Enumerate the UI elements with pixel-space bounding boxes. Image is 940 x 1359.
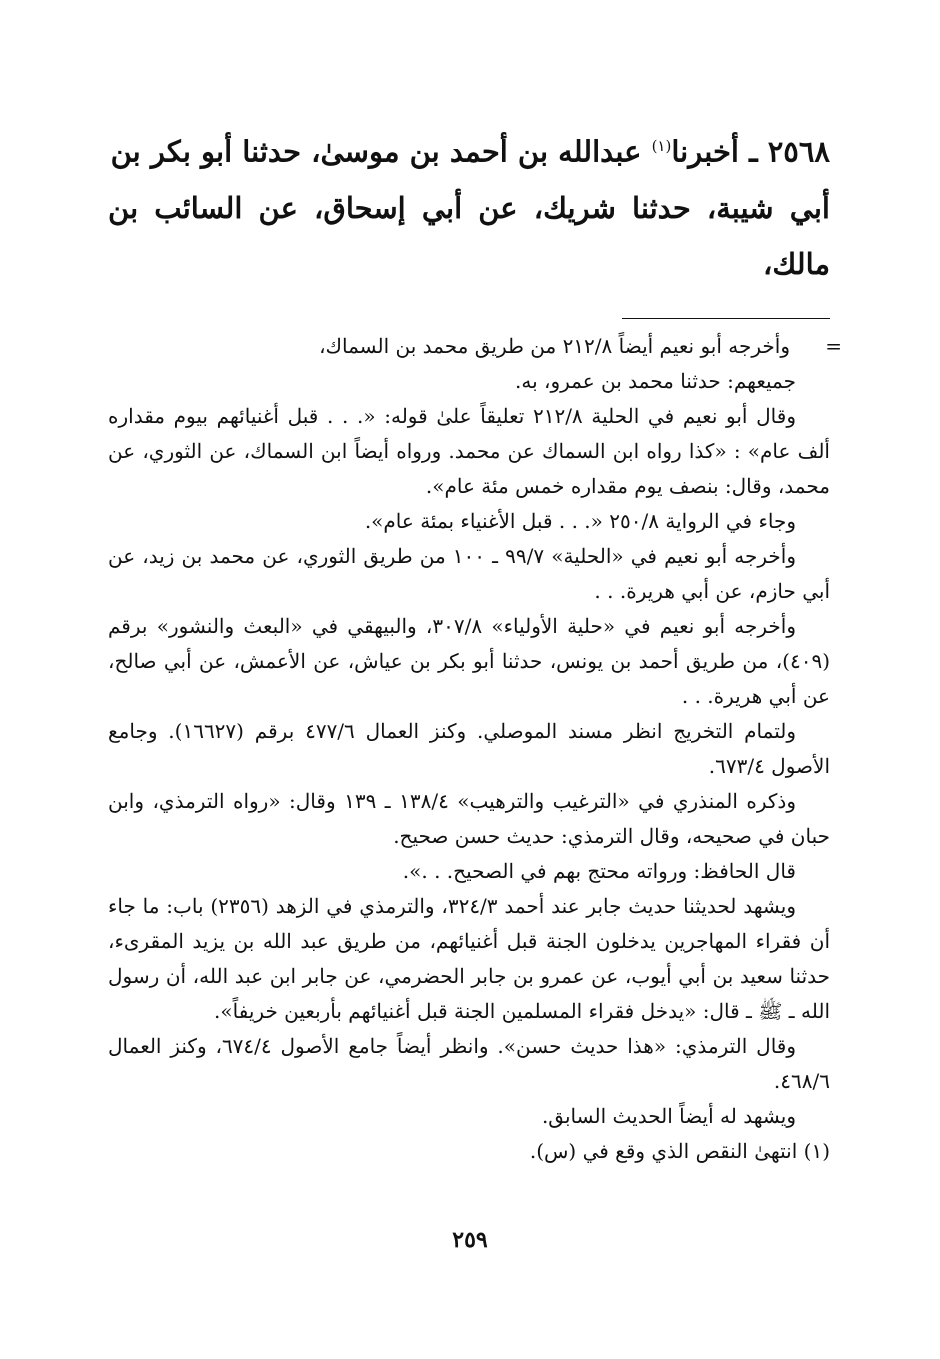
continuation-mark: = bbox=[825, 333, 842, 358]
footnote-line: وذكره المنذري في «الترغيب والترهيب» ١٣٨/٤ ـ ١٣٩ وقال: «رواه الترمذي، وابن حبان في صحيحه، وقال الترمذي: حديث حسن صحيح. bbox=[108, 788, 830, 848]
footnote-continued bbox=[108, 329, 842, 364]
page-body bbox=[108, 118, 842, 1169]
footnote-line: وقال الترمذي: «هذا حديث حسن». وانظر أيضاً جامع الأصول ٦٧٤/٤، وكنز العمال ٤٦٨/٦. bbox=[108, 1033, 830, 1093]
footnote-line: وقال أبو نعيم في الحلية ٢١٢/٨ تعليقاً علىٰ قوله: «. . . قبل أغنيائهم بيوم مقداره ألف عام» : «كذا رواه ابن السماك عن محمد. ورواه أيضاً ابن السماك، عن الثوري، عن محمد، وقال: بنصف يوم مقداره خمس مئة عام». bbox=[108, 403, 830, 498]
page-number: ٢٥٩ bbox=[452, 1227, 488, 1253]
footnote-line: وجاء في الرواية ٢٥٠/٨ «. . . قبل الأغنياء بمئة عام». bbox=[364, 508, 796, 533]
hadith-text bbox=[108, 118, 830, 292]
footnote-1: (١) انتهىٰ النقص الذي وقع في (س). bbox=[529, 1138, 830, 1163]
footnote-line: وأخرجه أبو نعيم أيضاً ٢١٢/٨ من طريق محمد بن السماك، bbox=[319, 333, 790, 358]
footnote-line: ويشهد لحديثنا حديث جابر عند أحمد ٣٢٤/٣، والترمذي في الزهد (٢٣٥٦) باب: ما جاء أن فقراء المهاجرين يدخلون الجنة قبل أغنيائهم، من طريق عبد الله بن يزيد المقرىء، حدثنا سعيد بن أبي أيوب، عن عمرو بن جابر الحضرمي، عن جابر ابن عبد الله، أن رسول الله ـ ﷺ ـ قال: «يدخل فقراء المسلمين الجنة قبل أغنيائهم بأربعين خريفاً». bbox=[108, 893, 830, 1023]
footnote-line: ويشهد له أيضاً الحديث السابق. bbox=[541, 1103, 796, 1128]
footnotes bbox=[108, 329, 842, 1169]
footnote-ref: (١) bbox=[651, 137, 672, 155]
footnote-line: وأخرجه أبو نعيم في «حلية الأولياء» ٣٠٧/٨، والبيهقي في «البعث والنشور» برقم (٤٠٩)، من طريق أحمد بن يونس، حدثنا أبو بكر بن عياش، عن الأعمش، عن أبي صالح، عن أبي هريرة. . . bbox=[108, 613, 830, 708]
hadith-line-1: ٢٥٦٨ ـ أخبرنا bbox=[671, 134, 830, 169]
hadith-line-1-rest: عبدالله بن أحمد بن موسىٰ، حدثنا أبو بكر بن bbox=[110, 134, 652, 169]
footnote-line: وأخرجه أبو نعيم في «الحلية» ٩٩/٧ ـ ١٠٠ من طريق الثوري، عن محمد بن زيد، عن أبي حازم، عن أبي هريرة. . . bbox=[108, 543, 830, 603]
hadith-line-2: أبي شيبة، حدثنا شريك، عن أبي إسحاق، عن السائب بن مالك، bbox=[108, 190, 830, 281]
footnote-line: جميعهم: حدثنا محمد بن عمرو، به. bbox=[515, 368, 796, 393]
footnote-separator bbox=[622, 318, 830, 319]
footnote-line: قال الحافظ: ورواته محتج بهم في الصحيح. . .». bbox=[402, 858, 796, 883]
footnote-line: ولتمام التخريج انظر مسند الموصلي. وكنز العمال ٤٧٧/٦ برقم (١٦٦٢٧). وجامع الأصول ٦٧٣/٤. bbox=[108, 718, 830, 778]
